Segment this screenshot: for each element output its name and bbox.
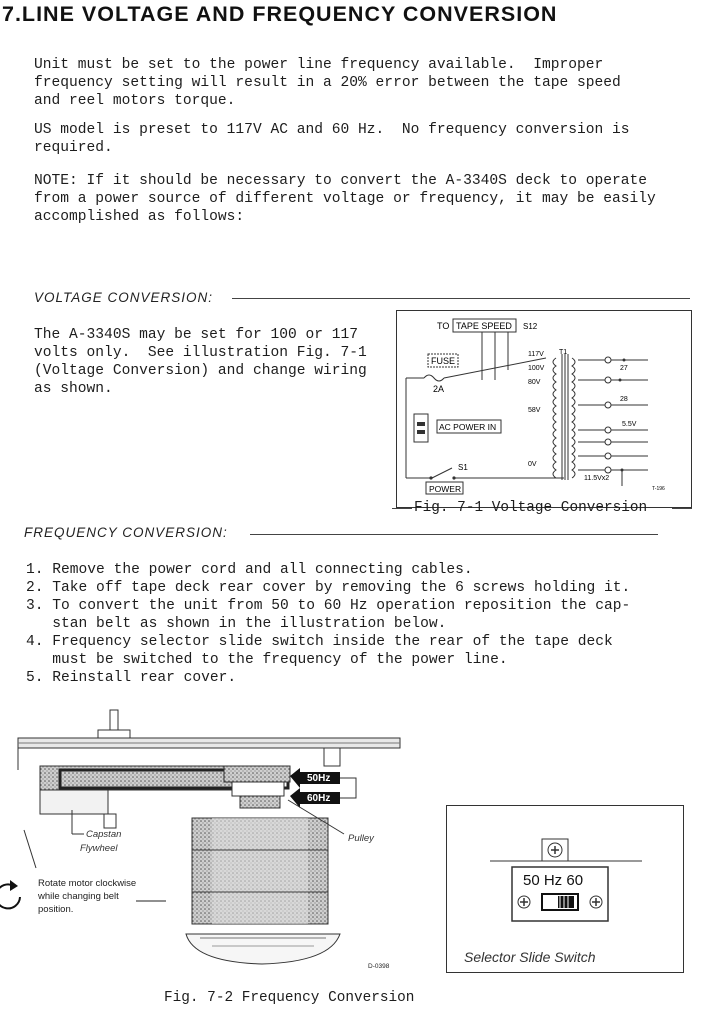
schematic-tap-100v: 100V [528,365,545,372]
schematic-tap-58v: 58V [528,407,541,414]
fig-7-2-ref-label: D-0398 [368,963,390,970]
list-item: must be switched to the frequency of the power line. [26,652,508,668]
rotate-note-line-2: while changing belt [38,891,119,902]
voltage-conversion-text: The A-3340S may be set for 100 or 117 volts only. See illustration Fig. 7-1 (Voltage Conversion) and change wiring as shown. [34,327,367,397]
arrow-50hz-label: 50Hz [307,773,331,784]
frequency-steps-list [26,561,630,687]
schematic-tap-0v: 0V [528,461,537,468]
schematic-tape-speed-label: TAPE SPEED [456,321,512,331]
list-item: 4. Frequency selector slide switch inside the rear of the tape deck [26,634,613,650]
flywheel-label: Flywheel [80,843,118,854]
switch-hz-label: 50 Hz 60 [523,872,584,889]
schematic-fuse-rating: 2A [433,384,445,394]
capstan-label: Capstan [86,829,122,840]
schematic-ac-power-in-label: AC POWER IN [439,422,497,432]
list-item: 1. Remove the power cord and all connecting cables. [26,562,473,578]
frequency-conversion-illustration [0,700,440,980]
pulley-label: Pulley [348,833,374,844]
rotate-note-line-1: Rotate motor clockwise [38,878,137,889]
page-title: 7.LINE VOLTAGE AND FREQUENCY CONVERSION [2,2,558,26]
list-item: 3. To convert the unit from 50 to 60 Hz operation reposition the cap- [26,598,631,614]
frequency-conversion-heading: FREQUENCY CONVERSION: [24,525,228,540]
schematic-t1-label: T1 [559,349,568,356]
schematic-power-label: POWER [429,484,462,494]
schematic-out-11-5v: 11.5Vx2 [584,475,610,482]
voltage-conversion-schematic [396,310,692,508]
schematic-fuse-label: FUSE [431,356,456,366]
schematic-tap-117v: 117V [528,351,544,358]
schematic-to-label: TO [437,321,450,331]
schematic-switch-label: S12 [523,322,538,331]
fig-7-1-right-rule [672,508,692,509]
voltage-conversion-heading: VOLTAGE CONVERSION: [34,290,214,305]
selector-slide-switch-panel [446,805,684,973]
schematic-ref-label: T-196 [652,486,665,492]
intro-paragraph-1: Unit must be set to the power line frequency available. Improper frequency setting will result in a 20% error between the tape speed and reel motors torque. [34,57,621,109]
list-item: stan belt as shown in the illustration below. [26,616,447,632]
list-item: 5. Reinstall rear cover. [26,670,237,686]
fig-7-1-caption: Fig. 7-1 Voltage Conversion [414,500,648,516]
schematic-out-27: 27 [620,365,628,372]
arrow-60hz-label: 60Hz [307,793,331,804]
frequency-heading-rule [250,534,658,535]
schematic-s1-label: S1 [458,463,468,472]
switch-caption: Selector Slide Switch [464,949,596,965]
schematic-out-28: 28 [620,396,628,403]
voltage-heading-rule [232,298,690,299]
fig-7-1-left-rule [392,508,412,509]
rotate-note-line-3: position. [38,904,74,915]
intro-paragraph-2: US model is preset to 117V AC and 60 Hz. No frequency conversion is required. [34,122,630,156]
list-item: 2. Take off tape deck rear cover by removing the 6 screws holding it. [26,580,631,596]
intro-note-paragraph: NOTE: If it should be necessary to convert the A-3340S deck to operate from a power source of different voltage or frequency, it may be easily accomplished as follows: [34,173,656,225]
schematic-tap-80v: 80V [528,379,541,386]
schematic-out-5-5v: 5.5V [622,421,637,428]
fig-7-2-caption: Fig. 7-2 Frequency Conversion [164,990,415,1006]
